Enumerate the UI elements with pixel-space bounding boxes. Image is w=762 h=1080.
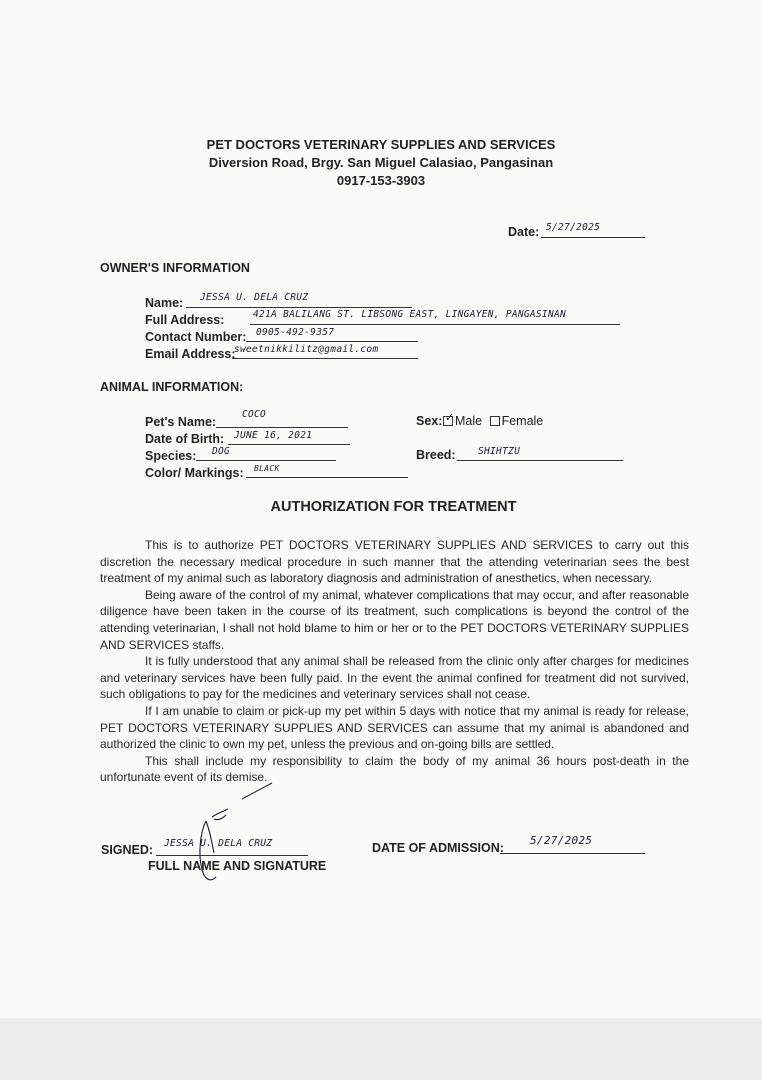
color-value: BLACK — [254, 464, 280, 473]
scan-margin — [0, 1018, 762, 1080]
clinic-address: Diversion Road, Brgy. San Miguel Calasiao, Pangasinan — [208, 155, 554, 170]
date-label: Date: — [508, 225, 540, 239]
authorization-paragraph-5: This shall include my responsibility to claim the body of my animal 36 hours post-death in the unfortunate event of its demise. — [100, 753, 689, 785]
male-checkbox: ✓ — [445, 411, 455, 424]
dob-label: Date of Birth: — [145, 432, 225, 446]
dob-line — [228, 444, 350, 445]
owner-address-line — [250, 324, 620, 325]
dob-value: JUNE 16, 2021 — [234, 430, 313, 441]
signed-label: SIGNED: — [101, 843, 154, 857]
authorization-body — [100, 537, 689, 786]
male-option-label: Male — [455, 414, 483, 428]
owner-contact-line — [246, 341, 418, 342]
sex-options — [443, 411, 544, 428]
species-value: DOG — [212, 446, 231, 457]
date-line — [541, 237, 645, 238]
owner-name-value: JESSA U. DELA CRUZ — [200, 292, 309, 303]
owner-address-label: Full Address: — [145, 313, 225, 327]
owner-email-line — [232, 358, 418, 359]
owner-section-title: OWNER'S INFORMATION — [100, 261, 250, 275]
owner-name-label: Name: — [145, 296, 184, 310]
sex-label: Sex: — [416, 414, 443, 428]
owner-email-value: sweetnikkilitz@gmail.com — [234, 344, 379, 355]
clinic-name: PET DOCTORS VETERINARY SUPPLIES AND SERVICES — [206, 137, 556, 152]
species-line — [196, 460, 336, 461]
pet-name-label: Pet's Name: — [145, 415, 217, 429]
signed-value: JESSA U. DELA CRUZ — [164, 838, 273, 849]
authorization-title: AUTHORIZATION FOR TREATMENT — [270, 499, 517, 515]
owner-contact-value: 0905-492-9357 — [256, 327, 335, 338]
admission-line — [500, 853, 645, 854]
breed-label: Breed: — [416, 448, 456, 462]
owner-name-line — [186, 307, 412, 308]
owner-contact-label: Contact Number: — [145, 330, 247, 344]
authorization-paragraph-1: This is to authorize PET DOCTORS VETERINARY SUPPLIES AND SERVICES to carry out this discretion the necessary medical procedure in such manner that the attending veterinarian sees the best treatment of my animal such as laboratory diagnosis and administration of anesthetics, when necessary. — [100, 538, 689, 586]
owner-address-value: 421A BALILANG ST. LIBSONG EAST, LINGAYEN, PANGASINAN — [253, 309, 567, 320]
breed-line — [457, 460, 623, 461]
breed-value: SHIHTZU — [478, 446, 521, 457]
owner-email-label: Email Address: — [145, 347, 236, 361]
color-line — [246, 477, 408, 478]
date-value: 5/27/2025 — [546, 222, 601, 233]
pet-name-line — [216, 427, 348, 428]
admission-value: 5/27/2025 — [530, 834, 593, 847]
female-option-label: Female — [501, 414, 544, 428]
animal-section-title: ANIMAL INFORMATION: — [100, 380, 244, 394]
authorization-paragraph-2: Being aware of the control of my animal, whatever complications that may occur, and after reasonable diligence have been taken in the course of its treatment, such complications is beyond the control of the attending veterinarian, I shall not hold blame to him or her or to the PET DOCTORS VETERINARY SUPPLIES AND SERVICES staffs. — [100, 587, 689, 652]
authorization-paragraph-4: If I am unable to claim or pick-up my pet within 5 days with notice that my animal is ready for release, PET DOCTORS VETERINARY SUPPLIES AND SERVICES can assume that my animal is abandoned and authorized the clinic to own my pet, unless the previous and on-going bills are settled. — [100, 703, 689, 752]
authorization-paragraph-3: It is fully understood that any animal shall be released from the clinic only after charges for medicines and veterinary services have been fully paid. In the event the animal confined for treatment did not survived, such obligations to pay for the medicines and veterinary services shall not cease. — [100, 654, 689, 702]
color-label: Color/ Markings: — [145, 466, 244, 480]
demise-pen-stroke — [240, 781, 276, 801]
species-label: Species: — [145, 449, 197, 463]
pet-name-value: COCO — [242, 409, 267, 420]
signature-caption: FULL NAME AND SIGNATURE — [148, 859, 327, 873]
female-checkbox — [490, 416, 500, 426]
clinic-phone: 0917-153-3903 — [336, 173, 426, 188]
admission-label: DATE OF ADMISSION: — [372, 841, 504, 855]
